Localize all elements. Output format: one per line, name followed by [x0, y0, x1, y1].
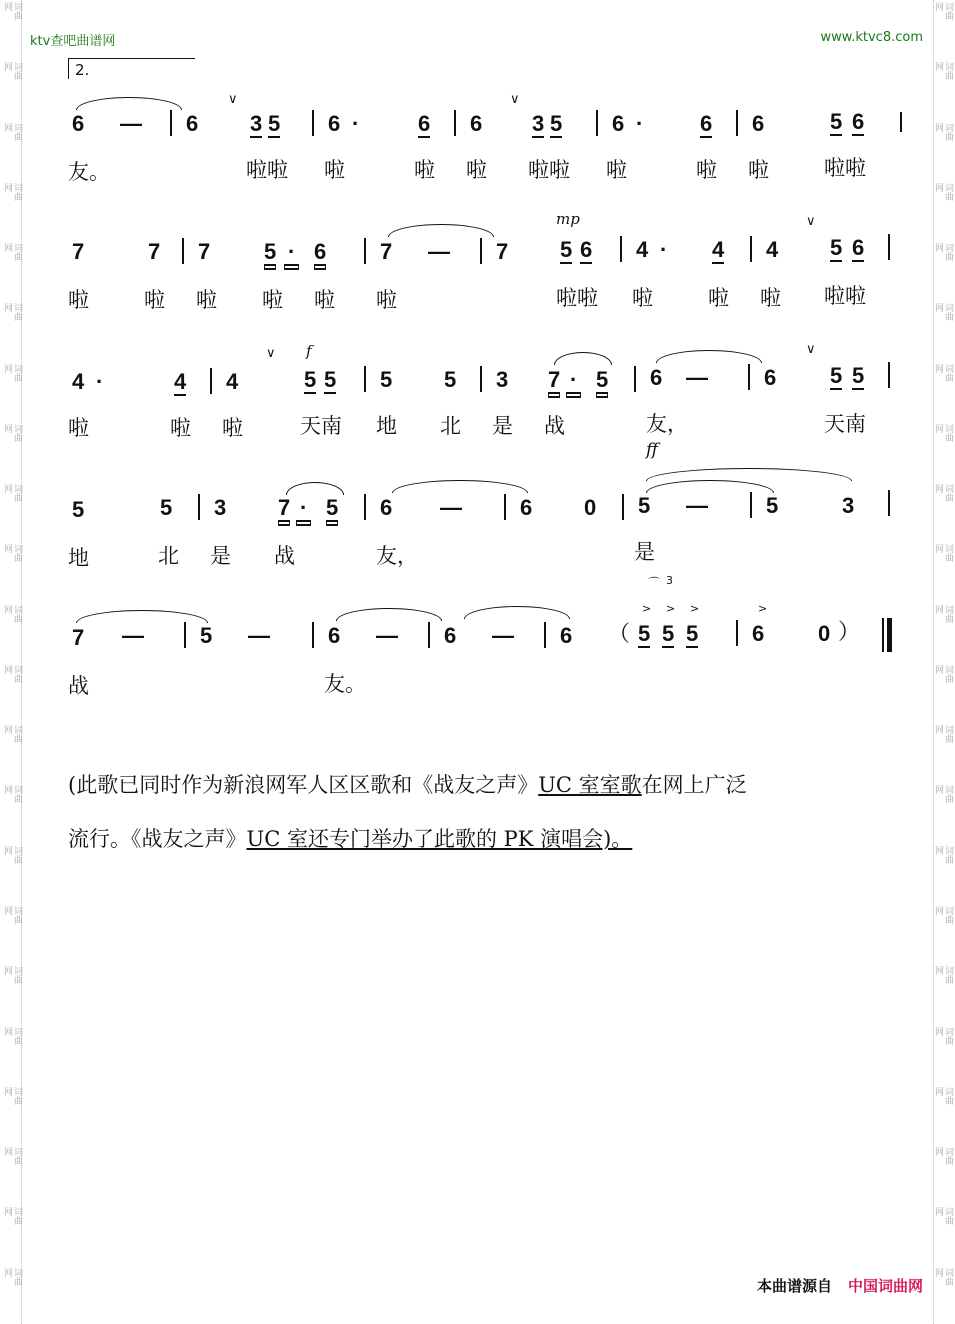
watermark-text: 词曲网 — [933, 182, 953, 201]
note-underlined: UC 室还专门举办了此歌的 PK 演唱会)。 — [246, 827, 633, 851]
note: 7 — [496, 239, 509, 264]
note: 6 — [752, 111, 765, 136]
barline — [888, 234, 890, 260]
lyric: 啦 — [748, 158, 769, 182]
dot: · — [284, 240, 299, 266]
note: 6 — [314, 239, 327, 264]
barline — [312, 622, 314, 648]
note: 4 — [712, 237, 725, 262]
barline — [888, 490, 890, 516]
open-paren: （ — [608, 621, 631, 646]
watermark-text: 词曲网 — [2, 423, 22, 442]
rest: 0 — [818, 621, 831, 646]
note: 3 — [842, 493, 855, 518]
watermark-text: 词曲网 — [2, 122, 22, 141]
lyric: 啦啦 — [824, 156, 866, 180]
watermark-text: 词曲网 — [933, 1207, 953, 1226]
note: 6 — [418, 111, 431, 136]
lyric: 天南 — [300, 414, 342, 438]
tie — [464, 606, 570, 619]
watermark-text: 词曲网 — [2, 182, 22, 201]
lyric: 啦啦 — [556, 286, 598, 310]
note: 6 — [72, 111, 85, 136]
header-site-url: www.ktvc8.com — [820, 30, 923, 45]
lyric: 地 — [68, 546, 89, 570]
dot: · — [352, 111, 360, 136]
barline — [182, 238, 184, 264]
lyric: 啦 — [314, 288, 335, 312]
note: 7 — [548, 367, 561, 392]
lyric: 啦 — [196, 288, 217, 312]
dynamic-marking: mp — [556, 210, 580, 228]
barline — [888, 362, 890, 388]
watermark-text: 词曲网 — [933, 484, 953, 503]
watermark-text: 词曲网 — [933, 122, 953, 141]
volta-bracket — [68, 58, 195, 79]
note: 3 — [496, 367, 509, 392]
watermark-text: 词曲网 — [2, 604, 22, 623]
watermark-text: 词曲网 — [2, 725, 22, 744]
note: 5 — [200, 623, 213, 648]
breath-mark: ∨ — [806, 214, 816, 229]
watermark-text: 词曲网 — [2, 62, 22, 81]
note: 5 — [560, 237, 573, 262]
note: 5 — [324, 367, 337, 392]
lyric: 战 — [544, 414, 565, 438]
note: 6 — [328, 111, 341, 136]
dot: · — [660, 237, 668, 262]
barline — [312, 110, 314, 136]
tie — [656, 350, 762, 363]
note-underlined: UC 室室歌 — [538, 773, 642, 797]
lyric: 啦啦 — [528, 158, 570, 182]
note: 5 — [830, 235, 843, 260]
note: 4 — [766, 237, 779, 262]
lyric: 友。 — [324, 672, 366, 696]
tie — [336, 608, 442, 621]
accent-mark: > — [758, 602, 768, 615]
watermark-text: 词曲网 — [2, 1267, 22, 1286]
watermark-text: 词曲网 — [2, 785, 22, 804]
barline — [736, 110, 738, 136]
left-watermark-strip — [3, 0, 22, 1324]
note: 4 — [226, 369, 239, 394]
triplet-bracket: ⌒ — [648, 576, 661, 590]
note: 3 — [532, 111, 545, 136]
note: 5 — [380, 367, 393, 392]
note: 4 — [636, 237, 649, 262]
note: 6 — [612, 111, 625, 136]
barline — [750, 236, 752, 262]
breath-mark: ∨ — [510, 92, 520, 107]
watermark-text: 词曲网 — [933, 423, 953, 442]
barline — [454, 110, 456, 136]
note: 5 — [264, 239, 277, 264]
final-barline-thick — [887, 618, 892, 652]
watermark-text: 词曲网 — [2, 905, 22, 924]
lyric: 啦 — [324, 158, 345, 182]
lyric: 友， — [376, 544, 418, 568]
breath-mark: ∨ — [228, 92, 238, 107]
note: 5 — [268, 111, 281, 136]
dash: — — [492, 623, 514, 648]
footer-site-link[interactable]: 中国词曲网 — [847, 1277, 923, 1295]
barline — [900, 112, 902, 132]
note: 6 — [520, 495, 533, 520]
footer-source: 本曲谱源自 — [756, 1277, 832, 1295]
lyric: 是 — [634, 540, 655, 564]
lyric: 啦啦 — [246, 158, 288, 182]
barline — [748, 364, 750, 390]
barline — [210, 368, 212, 394]
watermark-text: 词曲网 — [933, 725, 953, 744]
watermark-text: 词曲网 — [933, 1026, 953, 1045]
watermark-text: 词曲网 — [933, 785, 953, 804]
lyric: 啦 — [376, 288, 397, 312]
barline — [170, 110, 172, 136]
barline — [184, 622, 186, 648]
right-watermark-strip — [933, 0, 952, 1324]
dot: · — [296, 496, 311, 522]
lyric: 天南 — [824, 412, 866, 436]
note: 5 — [444, 367, 457, 392]
watermark-text: 词曲网 — [933, 544, 953, 563]
barline — [750, 492, 752, 518]
note: 6 — [328, 623, 341, 648]
dash: — — [686, 493, 708, 518]
watermark-text: 词曲网 — [933, 303, 953, 322]
lyric: 战 — [68, 674, 89, 698]
watermark-text: 词曲网 — [933, 845, 953, 864]
tie — [646, 468, 852, 481]
footer — [757, 1275, 923, 1296]
lyric: 啦 — [606, 158, 627, 182]
note: 5 — [852, 363, 865, 388]
watermark-text: 词曲网 — [2, 243, 22, 262]
watermark-text: 词曲网 — [2, 1207, 22, 1226]
rest: 0 — [584, 495, 597, 520]
lyric: 是 — [210, 544, 231, 568]
lyric: 啦 — [144, 288, 165, 312]
note: 6 — [560, 623, 573, 648]
barline — [428, 622, 430, 648]
watermark-text: 词曲网 — [2, 1147, 22, 1166]
lyric: 啦 — [170, 416, 191, 440]
lyric: 友。 — [68, 160, 110, 184]
note: 5 — [596, 367, 609, 392]
dot: · — [96, 369, 104, 394]
lyric: 战 — [274, 544, 295, 568]
watermark-text: 词曲网 — [933, 1147, 953, 1166]
header-site-name: ktv查吧曲谱网 — [30, 34, 116, 49]
watermark-text: 词曲网 — [2, 1026, 22, 1045]
watermark-text: 词曲网 — [933, 62, 953, 81]
note: 3 — [250, 111, 263, 136]
accent-mark: > — [666, 602, 676, 615]
barline — [198, 494, 200, 520]
barline — [480, 238, 482, 264]
dash: — — [120, 111, 142, 136]
breath-mark: ∨ — [266, 346, 276, 361]
barline — [596, 110, 598, 136]
barline — [736, 620, 738, 646]
lyric: 是 — [492, 414, 513, 438]
tie — [392, 480, 528, 493]
triplet-number: 3 — [666, 574, 673, 587]
lyric: 啦 — [466, 158, 487, 182]
tie — [554, 352, 612, 365]
dash: — — [440, 495, 462, 520]
note: 5 — [326, 495, 339, 520]
dash: — — [428, 239, 450, 264]
dynamic-marking: f — [306, 342, 312, 360]
watermark-text: 词曲网 — [2, 1086, 22, 1105]
note: 5 — [686, 621, 699, 646]
note: 7 — [72, 239, 85, 264]
note: 6 — [444, 623, 457, 648]
watermark-text: 词曲网 — [2, 544, 22, 563]
lyric: 啦 — [222, 416, 243, 440]
dynamic-marking: ff — [646, 440, 659, 460]
note: 5 — [638, 493, 651, 518]
barline — [634, 366, 636, 392]
watermark-text: 词曲网 — [933, 966, 953, 985]
note: 5 — [830, 109, 843, 134]
tie — [388, 224, 494, 237]
watermark-text: 词曲网 — [933, 2, 953, 20]
tie — [76, 610, 208, 623]
note: 7 — [380, 239, 393, 264]
watermark-text: 词曲网 — [2, 363, 22, 382]
note: 4 — [174, 369, 187, 394]
note: 6 — [186, 111, 199, 136]
note-text: 流行。《战友之声》 — [68, 827, 247, 851]
barline — [544, 622, 546, 648]
note-line-1 — [68, 770, 747, 800]
note: 5 — [550, 111, 563, 136]
note: 5 — [72, 497, 85, 522]
note: 6 — [580, 237, 593, 262]
note: 5 — [766, 493, 779, 518]
note: 5 — [160, 495, 173, 520]
note: 6 — [752, 621, 765, 646]
note: 3 — [214, 495, 227, 520]
watermark-text: 词曲网 — [933, 243, 953, 262]
breath-mark: ∨ — [806, 342, 816, 357]
dash: — — [248, 623, 270, 648]
note: 6 — [700, 111, 713, 136]
note: 6 — [764, 365, 777, 390]
note: 5 — [304, 367, 317, 392]
barline — [364, 494, 366, 520]
barline — [622, 494, 624, 520]
lyric: 友， — [646, 412, 688, 436]
watermark-text: 词曲网 — [933, 905, 953, 924]
note: 5 — [662, 621, 675, 646]
watermark-text: 词曲网 — [2, 845, 22, 864]
dash: — — [686, 365, 708, 390]
watermark-text: 词曲网 — [2, 966, 22, 985]
note: 5 — [830, 363, 843, 388]
watermark-text: 词曲网 — [2, 664, 22, 683]
note: 7 — [278, 495, 291, 520]
dot: · — [636, 111, 644, 136]
accent-mark: > — [690, 602, 700, 615]
tie — [646, 480, 774, 493]
lyric: 地 — [376, 414, 397, 438]
note: 6 — [852, 109, 865, 134]
lyric: 啦啦 — [824, 284, 866, 308]
barline — [480, 366, 482, 392]
dash: — — [122, 623, 144, 648]
note: 6 — [650, 365, 663, 390]
note-text: (此歌已同时作为新浪网军人区区歌和《战友之声》 — [68, 773, 539, 797]
note: 6 — [380, 495, 393, 520]
lyric: 啦 — [696, 158, 717, 182]
note: 4 — [72, 369, 85, 394]
watermark-text: 词曲网 — [933, 604, 953, 623]
lyric: 北 — [440, 414, 461, 438]
lyric: 啦 — [632, 286, 653, 310]
close-paren: ） — [838, 619, 861, 644]
dot: · — [566, 368, 581, 394]
lyric: 啦 — [414, 158, 435, 182]
barline — [364, 238, 366, 264]
note: 5 — [638, 621, 651, 646]
lyric: 啦 — [708, 286, 729, 310]
note: 7 — [198, 239, 211, 264]
note-text: 在网上广泛 — [641, 773, 747, 797]
note: 7 — [148, 239, 161, 264]
tie — [286, 482, 344, 495]
watermark-text: 词曲网 — [933, 1086, 953, 1105]
watermark-text: 词曲网 — [933, 363, 953, 382]
lyric: 啦 — [68, 416, 89, 440]
barline — [364, 366, 366, 392]
barline — [620, 236, 622, 262]
note-line-2 — [68, 824, 632, 854]
watermark-text: 词曲网 — [2, 303, 22, 322]
watermark-text: 词曲网 — [2, 2, 22, 20]
watermark-text: 词曲网 — [933, 1267, 953, 1286]
dash: — — [376, 623, 398, 648]
final-barline-thin — [882, 618, 884, 652]
lyric: 啦 — [68, 288, 89, 312]
watermark-text: 词曲网 — [933, 664, 953, 683]
volta-number: 2. — [75, 61, 90, 79]
lyric: 啦 — [262, 288, 283, 312]
note: 7 — [72, 625, 85, 650]
accent-mark: > — [642, 602, 652, 615]
barline — [504, 494, 506, 520]
lyric: 啦 — [760, 286, 781, 310]
note: 6 — [470, 111, 483, 136]
tie — [76, 97, 182, 110]
lyric: 北 — [158, 544, 179, 568]
watermark-text: 词曲网 — [2, 484, 22, 503]
note: 6 — [852, 235, 865, 260]
